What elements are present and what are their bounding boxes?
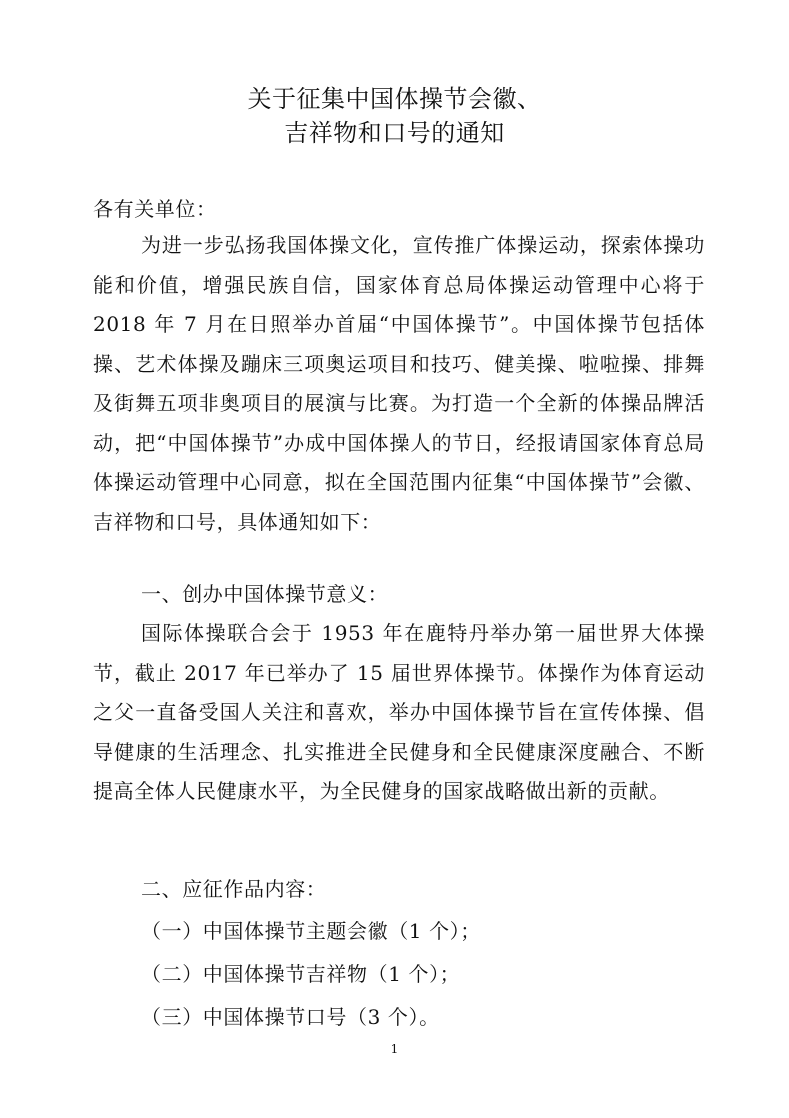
document-title-line-1: 关于征集中国体操节会徽、 <box>247 85 542 113</box>
page-number: 1 <box>390 1042 399 1056</box>
significance-paragraph: 国际体操联合会于 1953 年在鹿特丹举办第一届世界大体操节，截止 2017 年已举办了 15 届世界体操节。体操作为体育运动之父一直备受国人关注和喜欢，举办中国体操节旨在宣传体操、倡导健康的生活理念、扎实推进全民健身和全民健康深度融合、不断提高全体人民健康水平，为全民健身的国家战略做出新的贡献。 <box>93 621 705 804</box>
list-item: （二）中国体操节吉祥物（1 个）； <box>141 962 461 986</box>
salutation: 各有关单位： <box>93 197 217 221</box>
intro-paragraph: 为进一步弘扬我国体操文化，宣传推广体操运动，探索体操功能和价值，增强民族自信，国家体育总局体操运动管理中心将于 2018 年 7 月在日照举办首届“中国体操节”。中国体操节包括体操、艺术体操及蹦床三项奥运项目和技巧、健美操、啦啦操、排舞及街舞五项非奥项目的展演与比赛。为打造一个全新的体操品牌活动，把“中国体操节”办成中国体操人的节日，经报请国家体育总局体操运动管理中心同意，拟在全国范围内征集“中国体操节”会徽、吉祥物和口号，具体通知如下： <box>93 233 705 534</box>
document-title-line-2: 吉祥物和口号的通知 <box>284 119 505 147</box>
list-item: （三）中国体操节口号（3 个）。 <box>141 1005 440 1029</box>
section-heading-contents: 二、应征作品内容： <box>141 877 327 901</box>
list-item: （一）中国体操节主题会徽（1 个）； <box>141 919 481 943</box>
section-heading-significance: 一、创办中国体操节意义： <box>141 582 389 606</box>
